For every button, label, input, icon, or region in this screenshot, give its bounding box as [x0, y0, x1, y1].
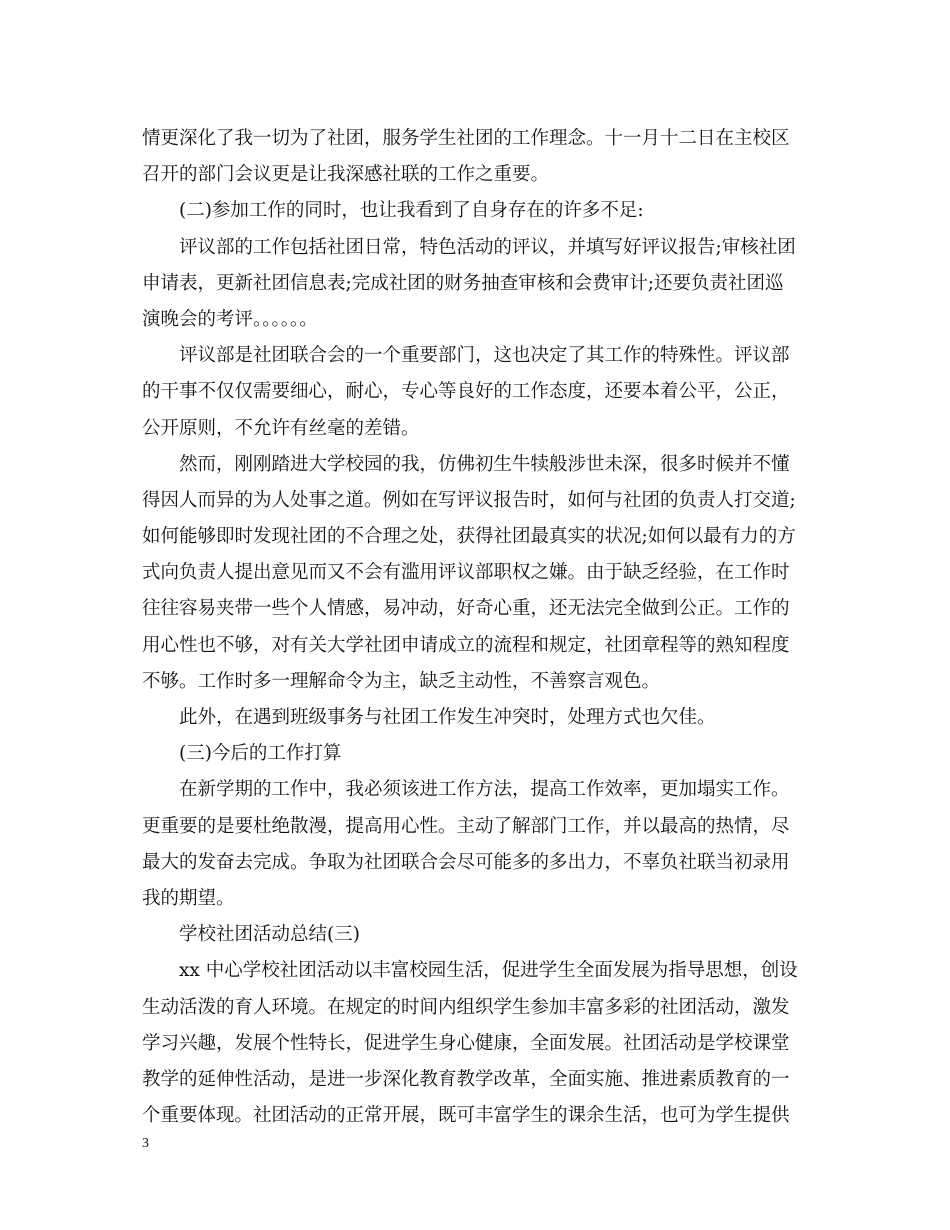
text-line: 的干事不仅仅需要细心，耐心，专心等良好的工作态度，还要本着公平，公正， — [142, 381, 790, 403]
text-line: xx 中心学校社团活动以丰富校园生活，促进学生全面发展为指导思想，创设 — [179, 960, 798, 982]
text-line: 如何能够即时发现社团的不合理之处，获得社团最真实的状况;如何以最有力的方 — [142, 526, 796, 548]
text-line: 式向负责人提出意见而又不会有滥用评议部职权之嫌。由于缺乏经验，在工作时 — [142, 562, 790, 584]
text-line: 召开的部门会议更是让我深感社联的工作之重要。 — [142, 164, 550, 186]
text-line: 最大的发奋去完成。争取为社团联合会尽可能多的多出力，不辜负社联当初录用 — [142, 851, 790, 873]
text-line: 情更深化了我一切为了社团，服务学生社团的工作理念。十一月十二日在主校区 — [142, 128, 790, 149]
text-line: 然而，刚刚踏进大学校园的我，仿佛初生牛犊般涉世未深，很多时候并不懂 — [179, 453, 790, 475]
text-line: 个重要体现。社团活动的正常开展，既可丰富学生的课余生活，也可为学生提供 — [142, 1105, 790, 1127]
text-line: 评议部的工作包括社团日常，特色活动的评议，并填写好评议报告;审核社团 — [179, 236, 796, 258]
text-line: (二)参加工作的同时，也让我看到了自身存在的许多不足: — [179, 200, 644, 222]
text-line: 在新学期的工作中，我必须该进工作方法，提高工作效率，更加塌实工作。 — [179, 779, 790, 801]
text-line: 评议部是社团联合会的一个重要部门，这也决定了其工作的特殊性。评议部 — [179, 345, 790, 367]
text-line: 生动活泼的育人环境。在规定的时间内组织学生参加丰富多彩的社团活动，激发 — [142, 996, 790, 1018]
text-line: 学校社团活动总结(三) — [179, 924, 360, 946]
text-line: 往往容易夹带一些个人情感，易冲动，好奇心重，还无法完全做到公正。工作的 — [142, 598, 790, 620]
text-line: 不够。工作时多一理解命令为主，缺乏主动性，不善察言观色。 — [142, 670, 661, 692]
page-number: 3 — [142, 1136, 149, 1151]
text-line: 申请表，更新社团信息表;完成社团的财务抽查审核和会费审计;还要负责社团巡 — [142, 272, 784, 294]
text-line: 得因人而异的为人处事之道。例如在写评议报告时，如何与社团的负责人打交道; — [142, 489, 796, 511]
text-line: 更重要的是要杜绝散漫，提高用心性。主动了解部门工作，并以最高的热情，尽 — [142, 815, 790, 837]
text-line: 教学的延伸性活动，是进一步深化教育教学改革，全面实施、推进素质教育的一 — [142, 1068, 790, 1090]
text-line: 公开原则，不允许有丝毫的差错。 — [142, 417, 420, 439]
text-line: 我的期望。 — [142, 887, 235, 909]
text-line: (三)今后的工作打算 — [179, 743, 342, 765]
text-line: 此外，在遇到班级事务与社团工作发生冲突时，处理方式也欠佳。 — [179, 707, 716, 728]
text-line: 学习兴趣，发展个性特长，促进学生身心健康，全面发展。社团活动是学校课堂 — [142, 1032, 790, 1054]
text-line: 演晚会的考评。。。。。。 — [142, 308, 318, 330]
document-body — [142, 121, 802, 1134]
text-line: 用心性也不够，对有关大学社团申请成立的流程和规定，社团章程等的熟知程度 — [142, 634, 790, 656]
